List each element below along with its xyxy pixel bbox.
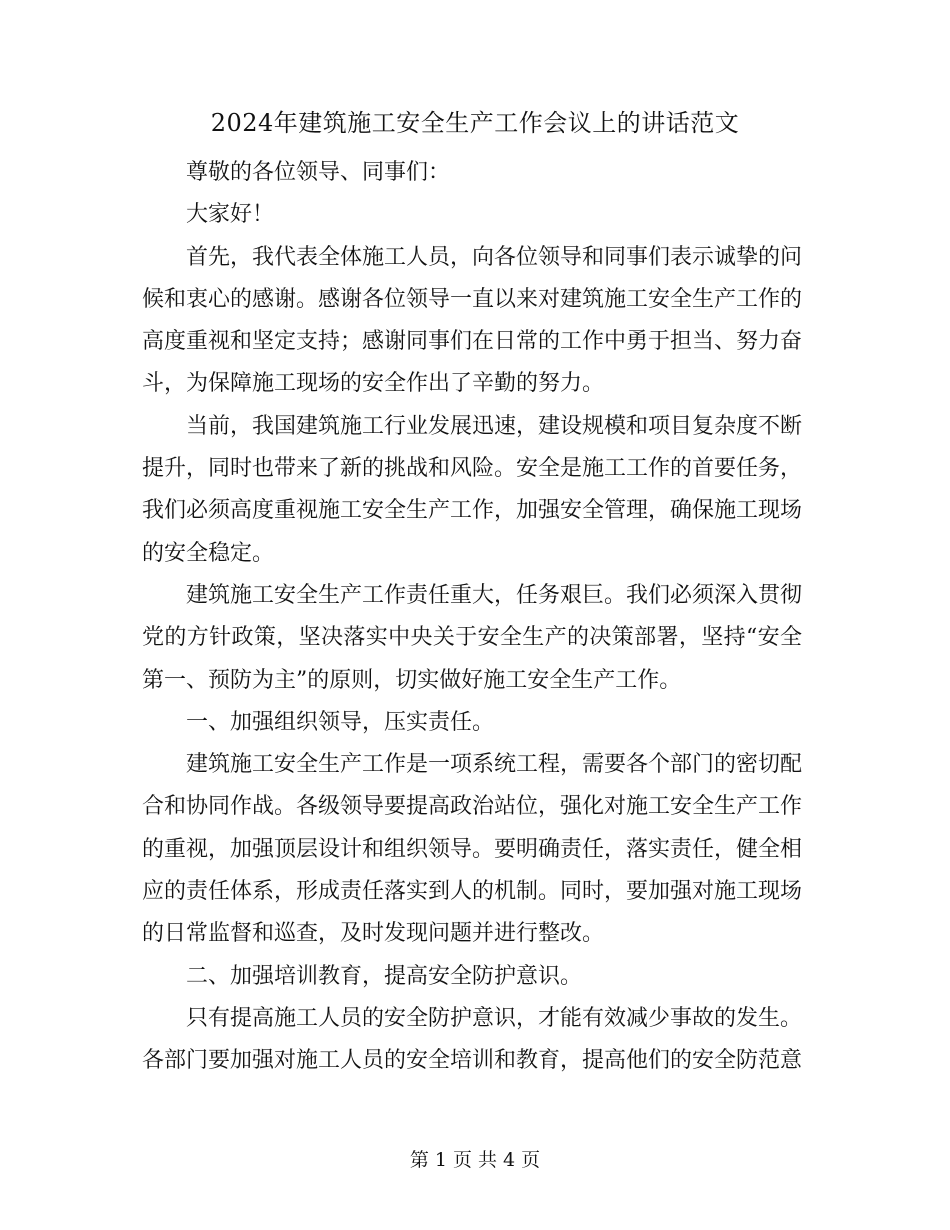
greeting-paragraph: 大家好！ bbox=[186, 202, 275, 228]
document-body bbox=[142, 152, 802, 1083]
document-title: 2024年建筑施工安全生产工作会议上的讲话范文 bbox=[210, 109, 740, 137]
body-paragraph: 当前，我国建筑施工行业发展迅速，建设规模和项目复杂度不断提升，同时也带来了新的挑战和风险。安全是施工工作的首要任务，我们必须高度重视施工安全生产工作，加强安全管理，确保施工现场的安全稳定。 bbox=[142, 413, 803, 566]
body-paragraph: 建筑施工安全生产工作责任重大，任务艰巨。我们必须深入贯彻党的方针政策，坚决落实中央关于安全生产的决策部署，坚持“安全第一、预防为主”的原则，切实做好施工安全生产工作。 bbox=[142, 582, 803, 693]
salutation-paragraph: 尊敬的各位领导、同事们： bbox=[186, 160, 451, 185]
body-paragraph: 首先，我代表全体施工人员，向各位领导和同事们表示诚挚的问候和衷心的感谢。感谢各位领导一直以来对建筑施工安全生产工作的高度重视和坚定支持；感谢同事们在日常的工作中勇于担当、努力奋斗，为保障施工现场的安全作出了辛勤的努力。 bbox=[142, 244, 803, 397]
body-paragraph: 只有提高施工人员的安全防护意识，才能有效减少事故的发生。各部门要加强对施工人员的安全培训和教育，提高他们的安全防范意 bbox=[142, 1005, 803, 1074]
section-heading: 一、加强组织领导，压实责任。 bbox=[186, 709, 495, 735]
section-heading: 二、加强培训教育，提高安全防护意识。 bbox=[186, 963, 583, 989]
page-number-footer: 第 1 页 共 4 页 bbox=[409, 1149, 541, 1171]
body-paragraph: 建筑施工安全生产工作是一项系统工程，需要各个部门的密切配合和协同作战。各级领导要提高政治站位，强化对施工安全生产工作的重视，加强顶层设计和组织领导。要明确责任，落实责任，健全相应的责任体系，形成责任落实到人的机制。同时，要加强对施工现场的日常监督和巡查，及时发现问题并进行整改。 bbox=[142, 752, 803, 947]
